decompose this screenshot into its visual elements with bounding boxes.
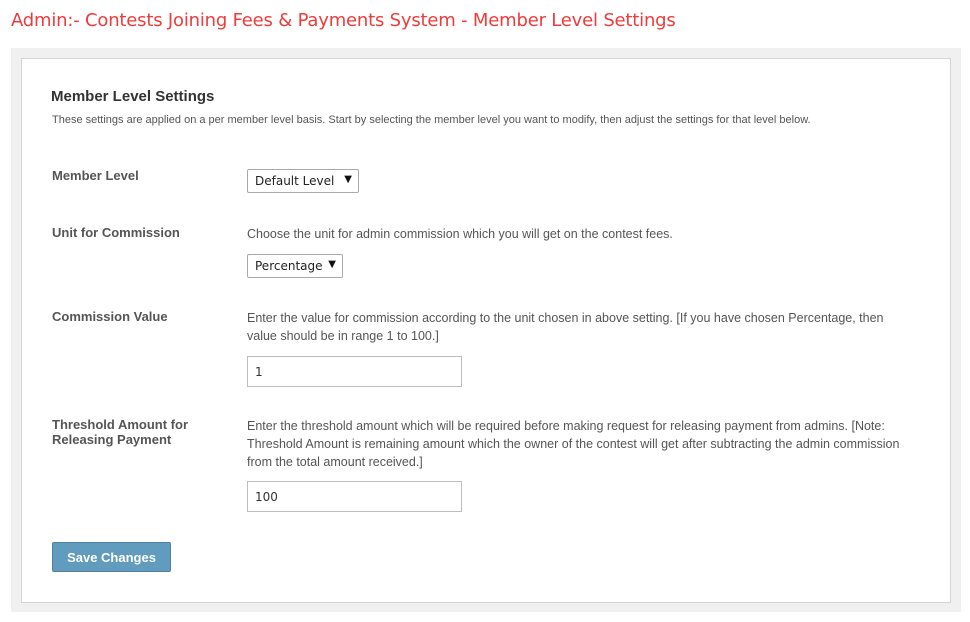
- commission-unit-select[interactable]: [247, 254, 343, 278]
- threshold-amount-input[interactable]: [247, 481, 462, 512]
- commission-unit-label: Unit for Commission: [52, 225, 180, 240]
- member-level-selected-value: Default Level: [255, 174, 335, 188]
- page-title: Admin:- Contests Joining Fees & Payments System - Member Level Settings: [11, 10, 676, 31]
- commission-value-help: Enter the value for commission according to the unit chosen in above setting. [If you have chosen Percentage, then value should be in range 1 to 100.]: [247, 311, 884, 343]
- settings-wrapper: [11, 48, 961, 612]
- threshold-amount-help: Enter the threshold amount which will be required before making request for releasing payment from admins. [Note: Threshold Amount is remaining amount which the owner of the contest will get after subtracting the admin commission from the total amount received.]: [247, 419, 900, 469]
- commission-value-label: Commission Value: [52, 309, 168, 324]
- commission-unit-help: Choose the unit for admin commission which you will get on the contest fees.: [247, 227, 673, 241]
- settings-panel: [21, 58, 951, 603]
- caret-down-icon: ▼: [344, 174, 352, 185]
- commission-value-input[interactable]: [247, 356, 462, 387]
- commission-unit-selected-value: Percentage: [255, 259, 323, 273]
- caret-down-icon: ▼: [328, 259, 336, 270]
- save-changes-button[interactable]: Save Changes: [52, 542, 171, 572]
- section-title: Member Level Settings: [51, 88, 215, 105]
- member-level-label: Member Level: [52, 168, 139, 183]
- section-description: These settings are applied on a per member level basis. Start by selecting the member level you want to modify, then adjust the settings for that level below.: [52, 114, 811, 126]
- threshold-amount-label: Threshold Amount for Releasing Payment: [52, 417, 189, 447]
- member-level-select[interactable]: [247, 169, 359, 193]
